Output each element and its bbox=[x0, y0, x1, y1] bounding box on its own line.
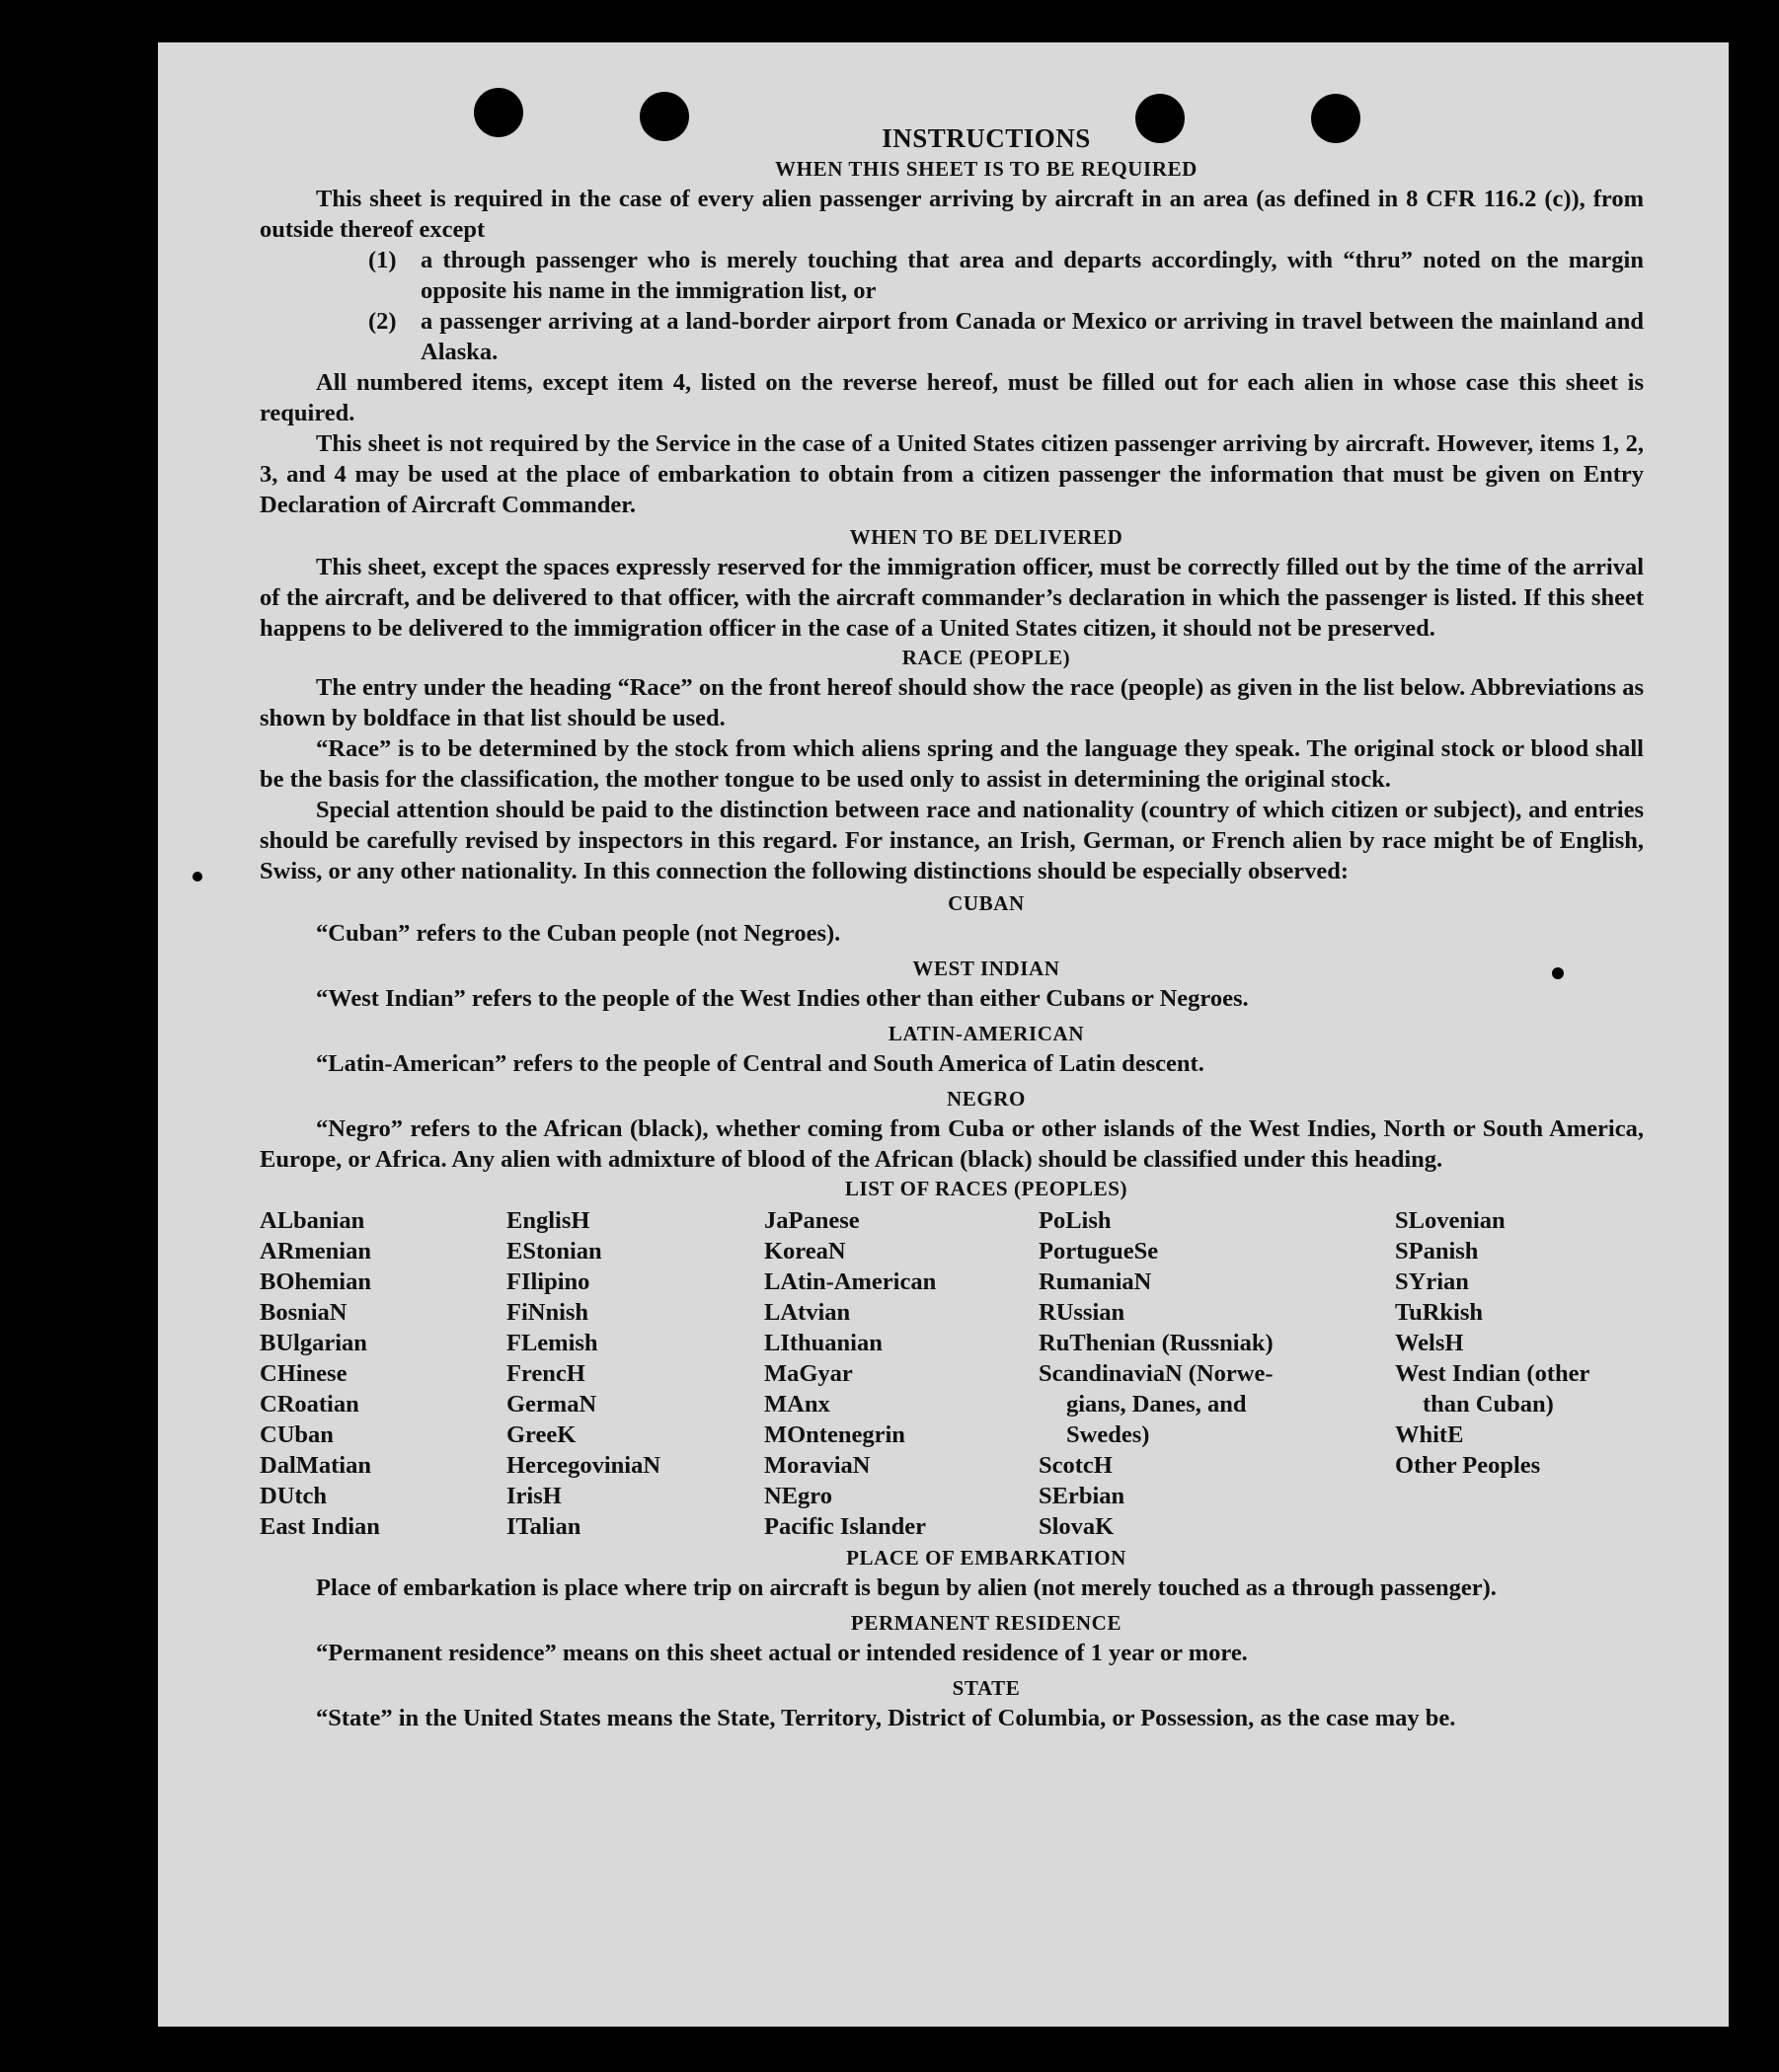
race-entry: ALbanian bbox=[260, 1207, 365, 1234]
item-text: a through passenger who is merely touching that area and departs accordingly, with “thru” noted on the margin opposite his name in the immigration list, or bbox=[421, 247, 1644, 304]
section-heading-state: STATE bbox=[952, 1676, 1021, 1700]
race-entry: EStonian bbox=[506, 1238, 602, 1265]
item-number: (1) bbox=[368, 247, 397, 273]
item-text: a passenger arriving at a land-border airport from Canada or Mexico or arriving in travel between the mainland and Alaska. bbox=[421, 308, 1644, 365]
race-entry: IrisH bbox=[506, 1483, 562, 1509]
race-entry: DalMatian bbox=[260, 1452, 371, 1479]
race-paragraph: “Race” is to be determined by the stock from which aliens spring and the language they speak. The original stock or blood shall be the basis for the classification, the mother tongue to be used only to assist in determining the original stock. bbox=[260, 735, 1644, 793]
document-page bbox=[158, 42, 1729, 2027]
race-entry: gians, Danes, and bbox=[1066, 1391, 1247, 1418]
west-indian-paragraph: “West Indian” refers to the people of the West Indies other than either Cubans or Negroes. bbox=[316, 985, 1249, 1012]
latin-american-paragraph: “Latin-American” refers to the people of Central and South America of Latin descent. bbox=[316, 1050, 1204, 1077]
embarkation-paragraph: Place of embarkation is place where trip on aircraft is begun by alien (not merely touched as a through passenger). bbox=[316, 1574, 1497, 1601]
race-paragraph: Special attention should be paid to the distinction between race and nationality (country of which citizen or subject), and entries should be carefully revised by inspectors in this regard. For instance, an Irish, German, or French alien by race might be of English, Swiss, or any other nationality. In this connection the following distinctions should be especially observed: bbox=[260, 797, 1644, 884]
required-paragraph: This sheet is not required by the Service in the case of a United States citizen passenger arriving by aircraft. However, items 1, 2, 3, and 4 may be used at the place of embarkation to obtain from a citizen passenger the information that must be given on Entry Declaration of Aircraft Commander. bbox=[260, 430, 1644, 518]
race-entry: HercegoviniaN bbox=[506, 1452, 661, 1479]
race-entry: WelsH bbox=[1395, 1330, 1464, 1356]
race-paragraph: The entry under the heading “Race” on the front hereof should show the race (people) as given in the list below. Abbreviations as shown by boldface in that list should be used. bbox=[260, 674, 1644, 731]
section-heading-cuban: CUBAN bbox=[948, 891, 1025, 915]
race-entry: WhitE bbox=[1395, 1421, 1464, 1448]
section-heading-races-list: LIST OF RACES (PEOPLES) bbox=[844, 1177, 1128, 1200]
required-intro: This sheet is required in the case of every alien passenger arriving by aircraft in an area (as defined in 8 CFR 116.2 (c)), from outside thereof except bbox=[260, 186, 1644, 243]
race-entry: ITalian bbox=[506, 1513, 581, 1540]
residence-paragraph: “Permanent residence” means on this sheet actual or intended residence of 1 year or more. bbox=[316, 1640, 1248, 1666]
race-entry: EnglisH bbox=[506, 1207, 590, 1234]
race-entry: MOntenegrin bbox=[764, 1421, 905, 1448]
race-entry: LIthuanian bbox=[764, 1330, 883, 1356]
race-entry: NEgro bbox=[764, 1483, 832, 1509]
race-entry: East Indian bbox=[260, 1513, 380, 1540]
race-entry: CUban bbox=[260, 1421, 334, 1448]
race-entry: SErbian bbox=[1039, 1483, 1125, 1509]
negro-paragraph: “Negro” refers to the African (black), whether coming from Cuba or other islands of the West Indies, North or South America, Europe, or Africa. Any alien with admixture of blood of the African (black) should be classified under this heading. bbox=[260, 1115, 1644, 1173]
exception-item bbox=[368, 245, 1644, 306]
races-column bbox=[1395, 1205, 1644, 1542]
ink-speck bbox=[193, 872, 202, 882]
race-entry: GermaN bbox=[506, 1391, 597, 1418]
race-entry: CHinese bbox=[260, 1360, 348, 1387]
races-list bbox=[260, 1205, 1644, 1542]
instructions-text bbox=[260, 121, 1644, 1733]
race-entry: MaGyar bbox=[764, 1360, 853, 1387]
race-entry: PoLish bbox=[1039, 1207, 1112, 1234]
race-entry: MAnx bbox=[764, 1391, 830, 1418]
race-entry: LAtvian bbox=[764, 1299, 851, 1326]
race-entry: Swedes) bbox=[1066, 1421, 1150, 1448]
race-entry: SLovenian bbox=[1395, 1207, 1506, 1234]
page-title: INSTRUCTIONS bbox=[882, 123, 1091, 153]
race-entry: RUssian bbox=[1039, 1299, 1125, 1326]
section-heading-race: RACE (PEOPLE) bbox=[901, 646, 1071, 669]
race-entry: ARmenian bbox=[260, 1238, 371, 1265]
race-entry: FIlipino bbox=[506, 1268, 590, 1295]
race-entry: FrencH bbox=[506, 1360, 585, 1387]
race-entry: DUtch bbox=[260, 1483, 328, 1509]
delivered-paragraph: This sheet, except the spaces expressly reserved for the immigration officer, must be correctly filled out by the time of the arrival of the aircraft, and be delivered to that officer, with the aircraft commander’s declaration in which the passenger is listed. If this sheet happens to be delivered to the immigration officer in the case of a United States citizen, it should not be preserved. bbox=[260, 554, 1644, 642]
section-heading-west-indian: WEST INDIAN bbox=[912, 957, 1060, 980]
race-entry: FiNnish bbox=[506, 1299, 589, 1326]
section-heading-negro: NEGRO bbox=[946, 1087, 1026, 1111]
section-heading-required: WHEN THIS SHEET IS TO BE REQUIRED bbox=[775, 157, 1198, 181]
race-entry: FLemish bbox=[506, 1330, 598, 1356]
race-entry: West Indian (other bbox=[1395, 1360, 1590, 1387]
race-entry: CRoatian bbox=[260, 1391, 359, 1418]
race-entry: PortugueSe bbox=[1039, 1238, 1159, 1265]
race-entry: SYrian bbox=[1395, 1268, 1469, 1295]
races-column bbox=[1039, 1205, 1395, 1542]
race-entry: LAtin-American bbox=[764, 1268, 937, 1295]
required-paragraph: All numbered items, except item 4, listed on the reverse hereof, must be filled out for each alien in whose case this sheet is required. bbox=[260, 369, 1644, 426]
races-column bbox=[506, 1205, 764, 1542]
section-heading-residence: PERMANENT RESIDENCE bbox=[850, 1611, 1122, 1635]
exception-item bbox=[368, 306, 1644, 367]
section-heading-embarkation: PLACE OF EMBARKATION bbox=[846, 1546, 1126, 1570]
race-entry: BosniaN bbox=[260, 1299, 348, 1326]
race-entry: ScandinaviaN (Norwe- bbox=[1039, 1360, 1274, 1387]
race-entry: KoreaN bbox=[764, 1238, 846, 1265]
cuban-paragraph: “Cuban” refers to the Cuban people (not Negroes). bbox=[316, 920, 841, 947]
race-entry: SlovaK bbox=[1039, 1513, 1115, 1540]
race-entry: Pacific Islander bbox=[764, 1513, 926, 1540]
race-entry: RuThenian (Russniak) bbox=[1039, 1330, 1274, 1356]
race-entry: GreeK bbox=[506, 1421, 577, 1448]
race-entry: BUlgarian bbox=[260, 1330, 367, 1356]
race-entry: SPanish bbox=[1395, 1238, 1479, 1265]
race-entry: MoraviaN bbox=[764, 1452, 871, 1479]
section-heading-delivered: WHEN TO BE DELIVERED bbox=[849, 525, 1123, 549]
race-entry: TuRkish bbox=[1395, 1299, 1484, 1326]
item-number: (2) bbox=[368, 308, 397, 335]
races-column bbox=[764, 1205, 1039, 1542]
race-entry: BOhemian bbox=[260, 1268, 371, 1295]
race-entry: ScotcH bbox=[1039, 1452, 1113, 1479]
race-entry: Other Peoples bbox=[1395, 1452, 1541, 1479]
race-entry: RumaniaN bbox=[1039, 1268, 1152, 1295]
race-entry: JaPanese bbox=[764, 1207, 860, 1234]
state-paragraph: “State” in the United States means the State, Territory, District of Columbia, or Possession, as the case may be. bbox=[316, 1705, 1456, 1731]
race-entry: than Cuban) bbox=[1423, 1391, 1554, 1418]
races-column bbox=[260, 1205, 506, 1542]
section-heading-latin-american: LATIN-AMERICAN bbox=[888, 1022, 1085, 1045]
